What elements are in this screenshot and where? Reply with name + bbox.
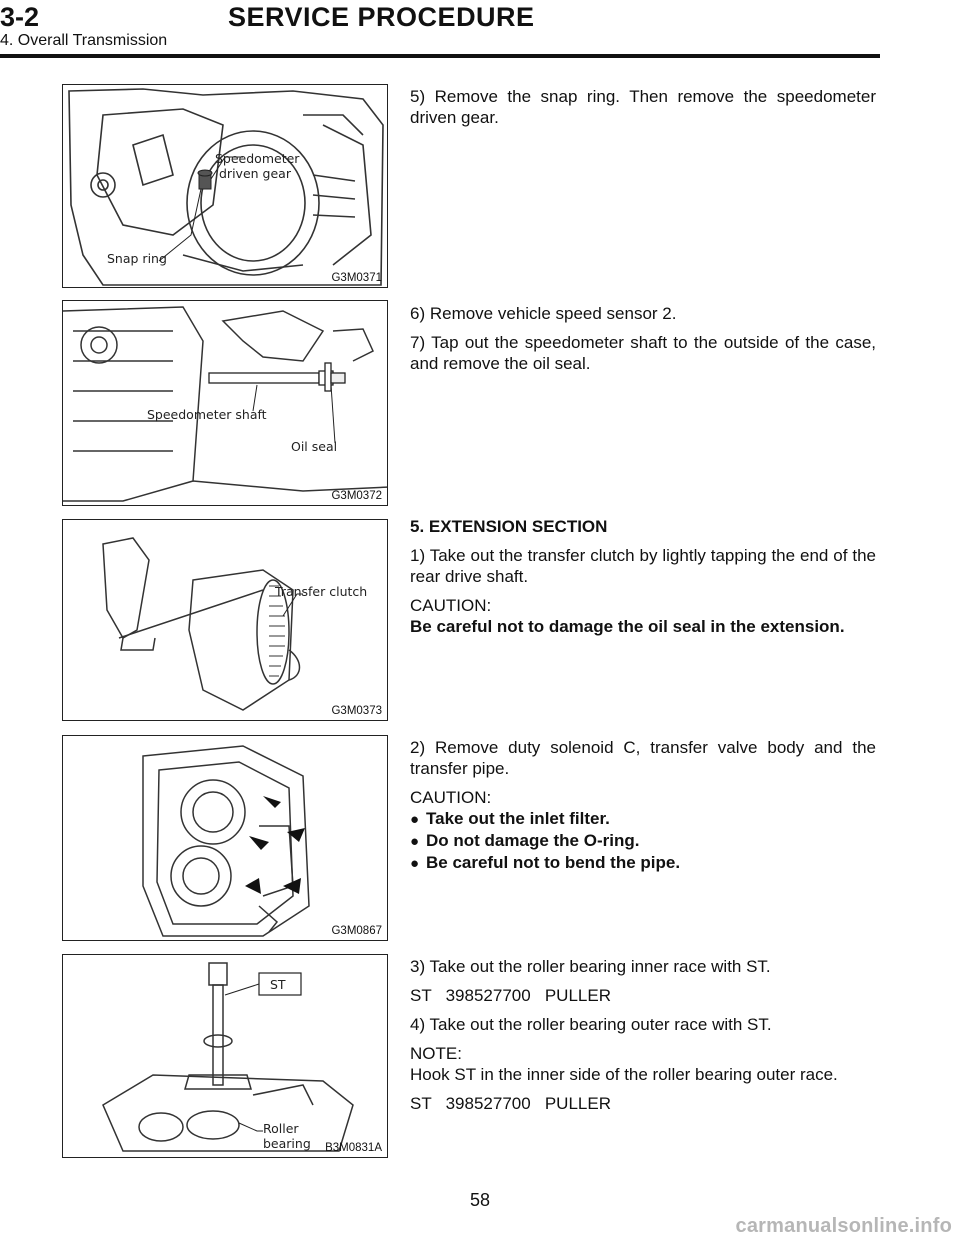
- transfer-case-illustration: [63, 736, 388, 941]
- transmission-case-illustration: [63, 85, 388, 288]
- caution-item: ● Be careful not to bend the pipe.: [410, 853, 681, 872]
- callout-driven-gear: driven gear: [219, 166, 291, 181]
- step-2-text: [410, 737, 876, 882]
- step-paragraph: 4) Take out the roller bearing outer race with ST.: [410, 1015, 772, 1034]
- callout-st: ST: [270, 977, 286, 992]
- figure-duty-solenoid: [62, 735, 388, 941]
- step-paragraph: 5) Remove the snap ring. Then remove the speedometer driven gear.: [410, 87, 876, 127]
- callout-roller: Roller: [263, 1121, 299, 1136]
- watermark: carmanualsonline.info: [735, 1215, 952, 1237]
- figure-id: G3M0867: [331, 925, 382, 937]
- special-tool-line: ST 398527700 PULLER: [410, 986, 611, 1005]
- callout-transfer-clutch: Transfer clutch: [275, 584, 368, 599]
- figure-speedometer-shaft: [62, 300, 388, 506]
- step-paragraph: 2) Remove duty solenoid C, transfer valve body and the transfer pipe.: [410, 738, 876, 778]
- section-heading: 5. EXTENSION SECTION: [410, 517, 608, 536]
- callout-snap-ring: Snap ring: [107, 251, 167, 266]
- callout-speedometer: Speedometer: [215, 151, 300, 166]
- step-paragraph: 7) Tap out the speedometer shaft to the outside of the case, and remove the oil seal.: [410, 333, 876, 373]
- caution-list: [410, 808, 876, 874]
- callout-oil-seal: Oil seal: [291, 439, 338, 454]
- bullet-icon: ●: [410, 833, 420, 850]
- step-paragraph: 6) Remove vehicle speed sensor 2.: [410, 304, 677, 323]
- caution-item: ● Do not damage the O-ring.: [410, 831, 640, 850]
- page-title: SERVICE PROCEDURE: [228, 2, 535, 32]
- figure-id: B3M0831A: [325, 1142, 382, 1154]
- caution-label: CAUTION:: [410, 596, 492, 615]
- caution-label: CAUTION:: [410, 788, 492, 807]
- step-5-text: [410, 86, 876, 136]
- figure-transfer-clutch: [62, 519, 388, 721]
- header-rule: [0, 54, 880, 58]
- callout-speedometer-shaft: Speedometer shaft: [147, 407, 267, 422]
- speedometer-shaft-illustration: [63, 301, 388, 506]
- caution-text: Be careful not to damage the oil seal in the extension.: [410, 617, 845, 636]
- note-text: Hook ST in the inner side of the roller bearing outer race.: [410, 1065, 838, 1084]
- special-tool-line: ST 398527700 PULLER: [410, 1094, 611, 1113]
- page-number: 58: [469, 1190, 491, 1210]
- bullet-icon: ●: [410, 811, 420, 828]
- page-subtitle: 4. Overall Transmission: [0, 32, 168, 49]
- step-paragraph: 1) Take out the transfer clutch by lightly tapping the end of the rear drive shaft.: [410, 546, 876, 586]
- figure-id: G3M0371: [331, 272, 382, 284]
- bullet-icon: ●: [410, 855, 420, 872]
- puller-illustration: [63, 955, 388, 1158]
- caution-item: ● Take out the inlet filter.: [410, 809, 610, 828]
- step-paragraph: 3) Take out the roller bearing inner race with ST.: [410, 957, 771, 976]
- section-number: 3-2: [0, 2, 40, 32]
- extension-section-text: [410, 516, 876, 645]
- steps-3-4-text: [410, 956, 876, 1122]
- figure-roller-bearing: [62, 954, 388, 1158]
- transfer-clutch-illustration: [63, 520, 388, 721]
- figure-speedometer-driven-gear: [62, 84, 388, 288]
- figure-id: G3M0373: [331, 705, 382, 717]
- note-label: NOTE:: [410, 1044, 462, 1063]
- steps-6-7-text: [410, 303, 876, 382]
- callout-bearing: bearing: [263, 1136, 311, 1151]
- figure-id: G3M0372: [331, 490, 382, 502]
